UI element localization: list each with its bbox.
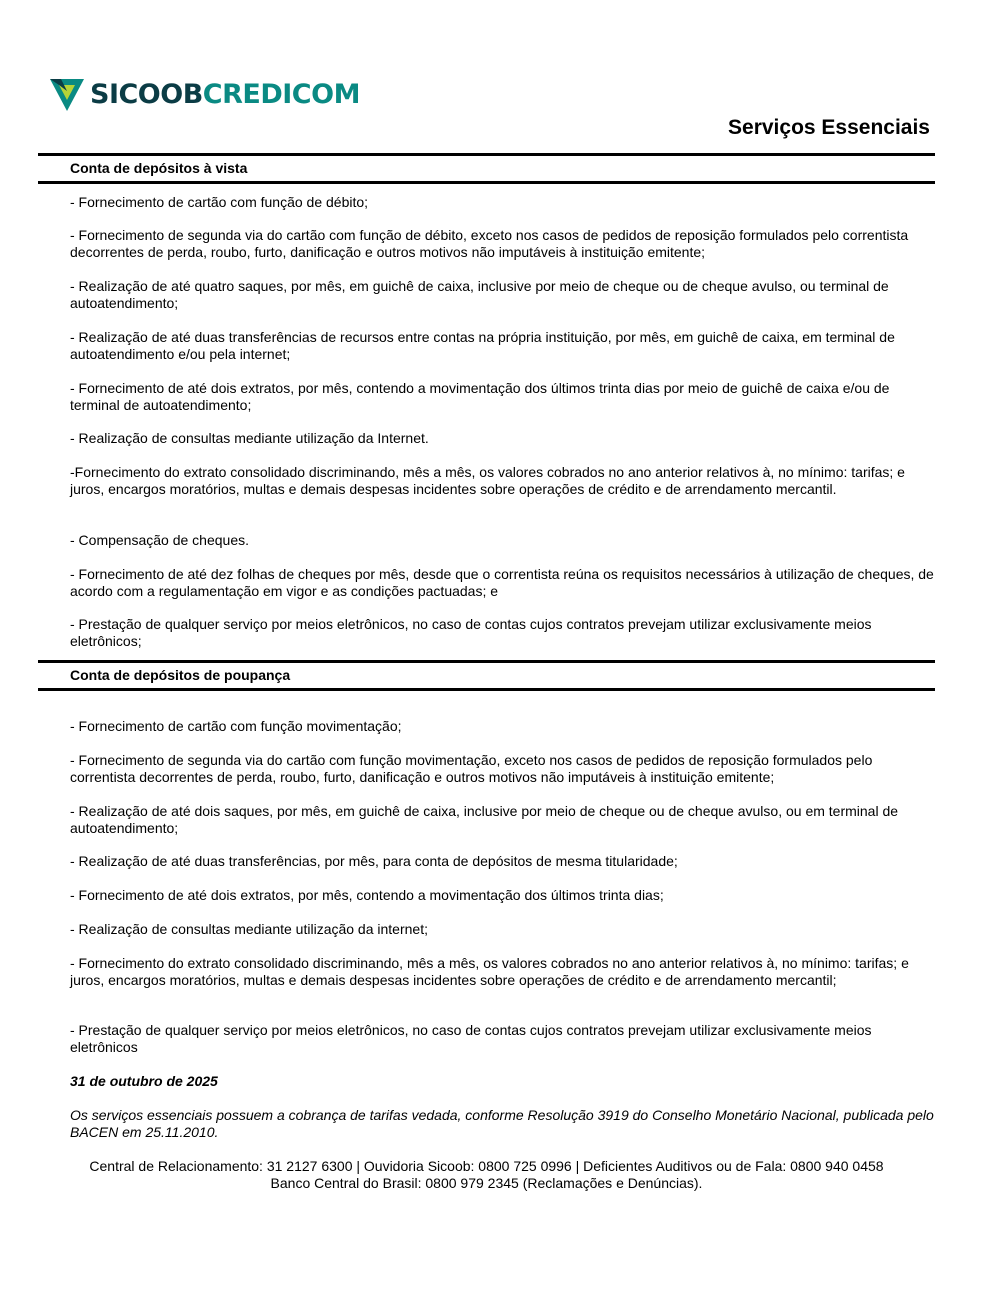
list-item: - Fornecimento de até dois extratos, por mês, contendo a movimentação dos últimos trinta dias; <box>70 887 664 903</box>
list-item: -Fornecimento do extrato consolidado discriminando, mês a mês, os valores cobrados no ano anterior relativos à, no mínimo: tarifas; e juros, encargos moratórios, multas e demais despesas incidentes sobre operações de crédito e de arrendamento mercantil. <box>70 464 905 497</box>
page-title: Serviços Essenciais <box>728 116 930 139</box>
logo-text-credicom: CREDICOM <box>202 79 360 110</box>
contact-line: Central de Relacionamento: 31 2127 6300 | Ouvidoria Sicoob: 0800 725 0996 | Deficientes Auditivos ou de Fala: 0800 940 0458 <box>89 1158 884 1174</box>
list-item: - Fornecimento de segunda via do cartão com função movimentação, exceto nos casos de pedidos de reposição formulados pelo correntista decorrentes de perda, roubo, furto, danificação e outros motivos não imputáveis à instituição emitente; <box>70 752 873 785</box>
section-heading-checking: Conta de depósitos à vista <box>70 160 248 176</box>
list-item: - Realização de consultas mediante utilização da Internet. <box>70 430 429 446</box>
divider <box>38 181 935 184</box>
logo <box>50 78 360 112</box>
list-item: - Fornecimento do extrato consolidado discriminando, mês a mês, os valores cobrados no ano anterior relativos à, no mínimo: tarifas; e juros, encargos moratórios, multas e demais despesas incidentes sobre operações de crédito e de arrendamento mercantil; <box>70 955 909 988</box>
divider <box>38 688 935 691</box>
list-item: - Fornecimento de segunda via do cartão com função de débito, exceto nos casos de pedidos de reposição formulados pelo correntista decorrentes de perda, roubo, furto, danificação e outros motivos não imputáveis à instituição emitente; <box>70 227 909 260</box>
list-item: - Fornecimento de cartão com função movimentação; <box>70 718 402 734</box>
list-item: - Prestação de qualquer serviço por meios eletrônicos, no caso de contas cujos contratos prevejam utilizar exclusivamente meios eletrônicos; <box>70 616 872 649</box>
legal-note: Os serviços essenciais possuem a cobrança de tarifas vedada, conforme Resolução 3919 do Conselho Monetário Nacional, publicada pelo BACEN em 25.11.2010. <box>70 1107 934 1140</box>
list-item: - Realização de consultas mediante utilização da internet; <box>70 921 428 937</box>
list-item: - Realização de até dois saques, por mês, em guichê de caixa, inclusive por meio de cheque ou de cheque avulso, ou em terminal de autoatendimento; <box>70 803 899 836</box>
section-heading-savings: Conta de depósitos de poupança <box>70 667 291 683</box>
list-item: - Realização de até duas transferências, por mês, para conta de depósitos de mesma titularidade; <box>70 853 678 869</box>
list-item: - Fornecimento de até dez folhas de cheques por mês, desde que o correntista reúna os requisitos necessários à utilização de cheques, de acordo com a regulamentação em vigor e as condições pactuadas; e <box>70 566 934 599</box>
contact-line: Banco Central do Brasil: 0800 979 2345 (Reclamações e Denúncias). <box>270 1175 703 1191</box>
list-item: - Fornecimento de até dois extratos, por mês, contendo a movimentação dos últimos trinta dias por meio de guichê de caixa e/ou de terminal de autoatendimento; <box>70 380 890 413</box>
divider <box>38 660 935 663</box>
divider <box>38 153 935 156</box>
list-item: - Fornecimento de cartão com função de débito; <box>70 194 369 210</box>
logo-text-sicoob: SICOOB <box>90 79 203 110</box>
list-item: - Realização de até duas transferências de recursos entre contas na própria instituição, por mês, em guichê de caixa, em terminal de autoatendimento e/ou pela internet; <box>70 329 895 362</box>
document-date: 31 de outubro de 2025 <box>70 1073 218 1089</box>
list-item: - Compensação de cheques. <box>70 532 249 548</box>
logo-wordmark <box>90 78 360 112</box>
list-item: - Realização de até quatro saques, por mês, em guichê de caixa, inclusive por meio de cheque ou de cheque avulso, ou terminal de autoatendimento; <box>70 278 889 311</box>
list-item: - Prestação de qualquer serviço por meios eletrônicos, no caso de contas cujos contratos prevejam utilizar exclusivamente meios eletrônicos <box>70 1022 872 1055</box>
sicoob-logo-icon <box>50 79 84 111</box>
